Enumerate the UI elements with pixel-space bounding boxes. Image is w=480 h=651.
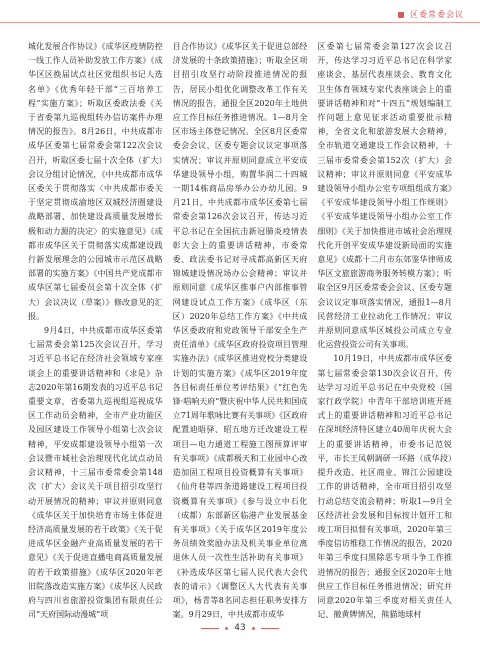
footer-dot-icon xyxy=(225,627,228,630)
paragraph: 区委第七届常委会第127次会议召开，传达学习习近平总书记在科学家座谈会、基层代表座谈会、教育文化卫生体育领域专家代表座谈会上的重要讲话精神和对“十四五”规划编制工作问题上意见征求活动重要批示精神，全省文化和旅游发展大会精神，全市轨道交通建设工作会议精神，十三届市委常委会第152次（扩大）会议精神；审议并原则同意《平安成华建设领导小组办公室专项组组成方案》《平安成华建设领导小组工作规则》《平安成华建设领导小组办公室工作细则》《关于加快推进市城社会治理现代化开创平安成华建设新局面的实施意见》《成都十二月市东郊鉴华律师成华区文旅旅游商务服务转模方案》；听取全区9月区委常委会会议、区委专题会议议定事项落实情况，通报1—8月民营经济工业拉动化工作情况；审议并原则同意成华区城投公司成立专业化运营投资公司有关事项。 xyxy=(317,42,453,350)
column-1 xyxy=(28,40,163,620)
header-square-icon xyxy=(398,12,404,18)
footer-dot-icon xyxy=(252,627,255,630)
paragraph: 9月4日，中共成都市成华区委第七届常委会第125次会议召开，学习习近平总书记在经济社会领域专家座谈会上的重要讲话精神和《求是》杂志2020年第16期发表的习近平总书记重要文章，省委第九巡视组巡视成华区工作动员会精神，全市产业功能区及园区建设工作领导小组第七次会议精神，平安成都建设领导小组第一次会议暨市城社会治理现代化试点动员会议精神，十三届市委常委会第148次（扩大）会议关于项目招引攻坚行动开展情况的精神；审议并原则同意《成华区关于加快培育市场主体促进经济高质量发展的若干政策》《关于促进成华区金融产业高质量发展的若干意见》《关于促进直播电商高质量发展的若干政策措施》《成华区2020年老旧院落改造实施方案》《成华区人民政府与四川省旅游投资集团有限责任公司“天府国际动漫城”项 xyxy=(28,326,163,620)
paragraph: 目合作协议》《成华区关于促进总部经济发展的十条政策措施》；听取全区项目招引攻坚行动阶段推进情况的报告，居民小组优化调整改革工作有关情况的报告，通报全区2020年土地供应工作目标任务推进情况。1—8月全区市场主体登记情况。全区8月区委常委会会议、区委专题会议议定事项落实情况；审议并原则同意成立平安成华建设领导小组，购置华润二十四城一期14栋商品房举办公办幼儿园。9月21日，中共成都市成华区委第七届常委会第126次会议召开，传达习近平总书记在全国抗击新冠肺炎疫情表彰大会上的重要讲话精神，市委常委、政法委书记对寻成都高新区天府锦城建设情况场办公会精神；审议并原则同意《成华区推事户内部推事管网建设试点工作方案》《成华区（东区）2020年总结工作方案》《中共成华区委政府和党政领导干部安全生产责任清单》《成华区政府投资项目管理实施办法》《成华区推进党校分类建设计划的实施方案》《成华区2019年度各目标责任单位考评结果》《“红色先锋·唱响天府”暨庆祝中华人民共和国成立71周年歌咏比赛有关事项》《区政府配置迪晤驿、昭五地方迁改建设工程项目—电力通道工程施工图预算评审有关事项》《成都极天和工业园中心改造加固工程项目投资概算有关事项》《仙舟巷等四条道路建设工程项目投资概算有关事项》《参与设立中石化（成都）东部新区临港产业发展基金有关事项》《关于成华区2019年度公务员绩效奖励办法及机关事业单位离退休人员一次性生活补助有关事项》《补选成华区第七届人民代表大会代表的请示》《调整区人大代表有关事项》，杨青等8名同志担任职务安排方案。9月29日，中共成都市成华 xyxy=(172,42,308,620)
section-label: 区委常委会议 xyxy=(410,10,464,19)
footer-rule-right xyxy=(261,628,279,629)
column-3 xyxy=(317,40,453,620)
page-footer xyxy=(0,618,480,638)
footer-rule-left xyxy=(201,628,219,629)
page-number: 43 xyxy=(234,623,246,633)
page-header xyxy=(0,0,480,34)
paragraph: 10月19日，中共成都市成华区委第七届常委会第130次会议召开，传达学习习近平总书记在中央党校（国家行政学院）中青年干部培训班开班式上的重要讲话精神和习近平总书记在深圳经济特区建立40周年庆祝大会上的重要讲话精神，市委书记范锐平，市长王凤朝调研一环路（成华段）提升改造、社区商业、锦江公园建设工作的讲话精神，全市项目招引攻坚行动总结交流会精神；听取1—9月全区经济社会发展和目标按计划开工和竣工项目拟督有关事项，2020年第三季度信访维稳工作情况的报告，2020年第三季度扫黑除恶专项斗争工作推进情况的报告；通报全区2020年土地供应工作目标任务推进情况；研究并同意2020年第三季度对相关责任人记、撤黄牌情况，熊猫地球村 xyxy=(317,354,453,620)
header-divider xyxy=(0,22,480,23)
paragraph: 城化发展合作协议》《成华区疫情防控一线工作人员补助发放工作方案》《成华区区换届试点社区党组织书记人选名单》《优秀年轻干部“三百培养工程”实施方案》；听取区委政法委《关于省委第九巡视组转办信访案件办理情况的报告》。8月26日，中共成都市成华区委第七届常委会第122次会议召开，听取区委七届十次全体（扩大）会议分组讨论情况，《中共成都市成华区委关于贯彻落实〈中共成都市委关于坚定贯彻成渝地区双城经济圈建设战略部署、加快建设高质量发展增长极和动力源的决定〉的实施意见》《成都市成华区关于贯彻落实成都建设践行新发展理念的公园城市示范区战略部署的实施方案》《中国共产党成都市成华区第七届委员会第十次全体（扩大）会议决议（草案）》修改意见的汇报。 xyxy=(28,42,163,321)
column-2 xyxy=(172,40,308,620)
article-body xyxy=(28,40,453,620)
